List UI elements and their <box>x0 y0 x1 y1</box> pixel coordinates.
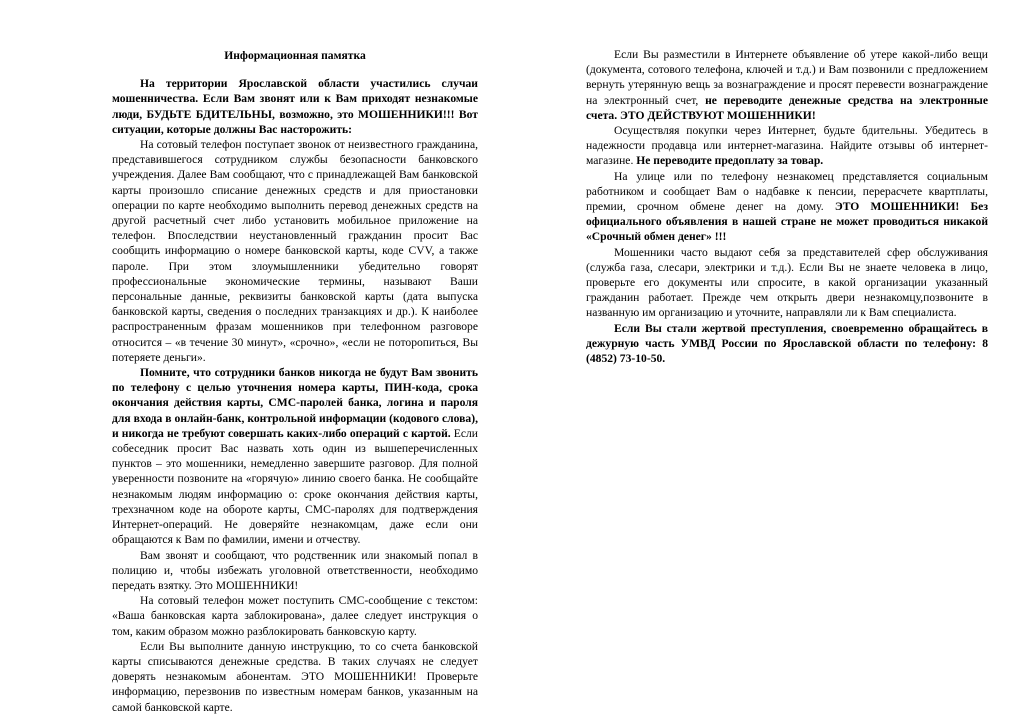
paragraph-lost-item <box>586 47 988 123</box>
intro-bold-text: На территории Ярославской области участились случаи мошенничества. Если Вам звонят или к Вам приходят незнакомые люди, БУДЬТЕ БДИТЕЛЬНЫ, возможно, это МОШЕННИКИ!!! Вот ситуации, которые должны Вас насторожить: <box>112 77 478 136</box>
bank-warning-bold: Помните, что сотрудники банков никогда не будут Вам звонить по телефону с целью уточнения номера карты, ПИН-кода, срока окончания действия карты, СМС-паролей банка, логина и пароля для входа в онлайн-банк, контрольной информации (кодового слова), и никогда не требуют совершать каких-либо операций с картой. <box>112 366 478 440</box>
paragraph-service-workers: Мошенники часто выдают себя за представителей сфер обслуживания (служба газа, слесари, электрики и т.д.). Если Вы не знаете человека в лицо, проверьте его документы или спросите, в какой организации указанный гражданин работает. Прежде чем открыть двери незнакомцу,позвоните в названную им организацию и уточните, направляли ли к Вам специалиста. <box>586 245 988 320</box>
paragraph-social-worker <box>586 169 988 245</box>
left-column <box>112 44 478 715</box>
paragraph-sms: На сотовый телефон может поступить СМС-сообщение с текстом: «Ваша банковская карта заблокирована», далее следует инструкция о том, каким образом можно разблокировать банковскую карту. <box>112 594 478 638</box>
bank-warning-text: Если собеседник просит Вас назвать хоть один из вышеперечисленных пунктов – это мошенники, немедленно завершите разговор. Для полной уверенности позвоните на «горячую» линию своего банка. Не сообщайте незнакомым людям информацию о: сроке окончания действия карты, трехзначном коде на обороте карты, СМС-паролях для подтверждения Интернет-операций. Не доверяйте незнакомцам, даже если они обращаются к Вам по фамилии, имени и отчеству. <box>112 426 478 547</box>
contact-police-bold: Если Вы стали жертвой преступления, своевременно обращайтесь в дежурную часть УМВД России по Ярославской области по телефону: 8 (4852) 73-10-50. <box>586 321 988 366</box>
page-title: Информационная памятка <box>224 49 366 62</box>
paragraph-relative-bribe: Вам звонят и сообщают, что родственник или знакомый попал в полицию и, чтобы избежать уголовной ответственности, необходимо передать взятку. Это МОШЕННИКИ! <box>112 548 478 592</box>
intro-paragraph <box>112 76 478 137</box>
lost-item-text: Если Вы разместили в Интернете объявление об утере какой-либо вещи (документа, сотового телефона, ключей и т.д.) и Вам позвонили с предложением вернуть утерянную вещь за вознаграждение и просят перевести вознаграждение на электронный счет, <box>586 48 988 107</box>
social-worker-text: На улице или по телефону незнакомец представляется социальным работником и сообщает Вам о надбавке к пенсии, перерасчете квартплаты, премии, срочном обмене денег на дому. <box>586 169 988 214</box>
paragraph-contact-police <box>586 321 988 367</box>
paragraph-online-shopping <box>586 123 988 169</box>
social-worker-bold: ЭТО МОШЕННИКИ! Без официального объявления в нашей стране не может проводиться никакой «Срочный обмен денег» !!! <box>586 200 988 244</box>
right-column <box>586 47 988 366</box>
paragraph-sms-instruction: Если Вы выполните данную инструкцию, то со счета банковской карты списываются денежные средства. В таких случаях не следует доверять незнакомым абонентам. ЭТО МОШЕННИКИ! Проверьте информацию, перезвонив по известным номерам банков, указанным на самой банковской карте. <box>112 639 478 714</box>
online-shopping-bold: Не переводите предоплату за товар. <box>636 154 824 168</box>
paragraph-bank-warning <box>112 365 478 547</box>
lost-item-bold: не переводите денежные средства на электронные счета. ЭТО ДЕЙСТВУЮТ МОШЕННИКИ! <box>586 93 988 122</box>
online-shopping-text: Осуществляя покупки через Интернет, будьте бдительны. Убедитесь в надежности продавца или интернет-магазина. Найдите отзывы об интернет-магазине. <box>586 124 988 168</box>
paragraph-phone-call: На сотовый телефон поступает звонок от неизвестного гражданина, представившегося сотрудником службы безопасности банковского учреждения. Далее Вам сообщают, что с принадлежащей Вам банковской карты произошло списание денежных средств и для приостановки операции по карте необходимо выполнить перевод денежных средств на другой расчетный счет либо установить мобильное приложение на телефон. Впоследствии неустановленный гражданин просит Вас сообщить информацию о номере банковской карты, коде CVV, а также пароле. При этом злоумышленники убедительно говорят профессиональные экономические термины, называют Ваши персональные данные, реквизиты банковской карты (дата выпуска банковской карты, сведения о последних транзакциях и др.). К наиболее распространенным фразам мошенников при телефонном разговоре относится – «в течение 30 минут», «срочно», «если не поторопиться, Вы потеряете деньги». <box>112 138 478 364</box>
